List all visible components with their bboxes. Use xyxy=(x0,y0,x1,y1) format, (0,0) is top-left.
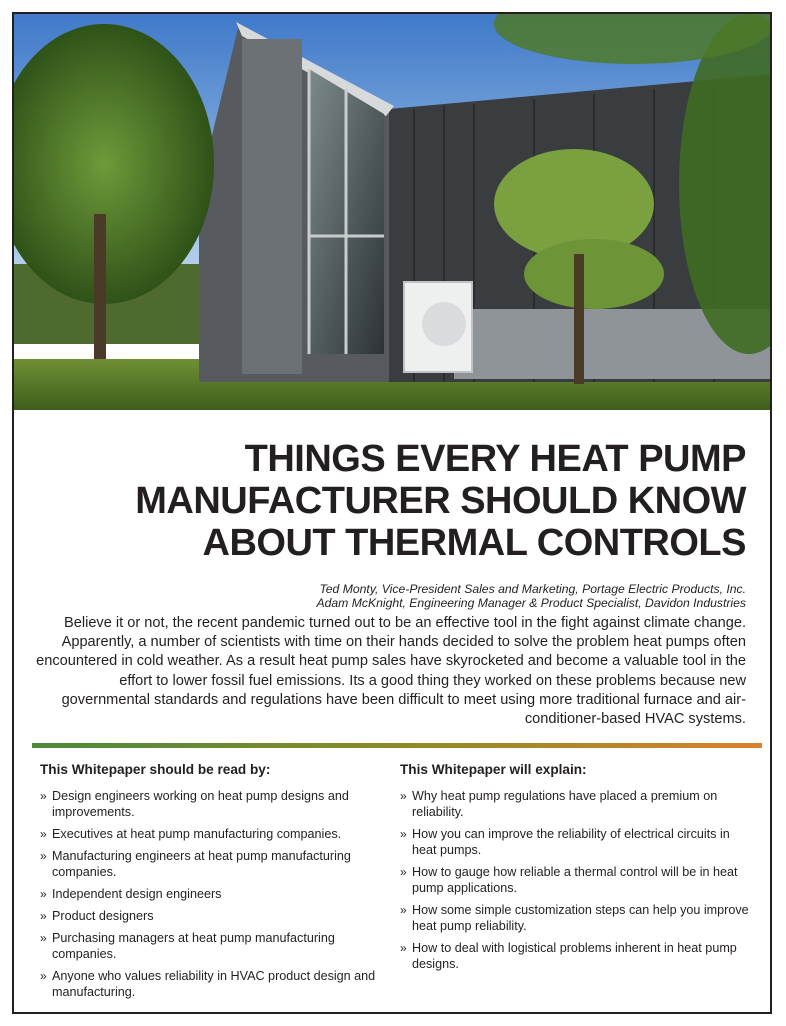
title-line: THINGS EVERY HEAT PUMP xyxy=(244,438,746,480)
gradient-divider xyxy=(32,743,762,748)
list-item: » Independent design engineers xyxy=(40,887,222,901)
author-line: Ted Monty, Vice-President Sales and Marketing, Portage Electric Products, Inc. xyxy=(319,582,746,596)
author-line: Adam McKnight, Engineering Manager & Product Specialist, Davidon Industries xyxy=(316,596,746,610)
bullet-marker: » xyxy=(400,903,407,917)
list-item: » How to deal with logistical problems inherent in heat pump designs. xyxy=(400,941,737,971)
list-item: » How to gauge how reliable a thermal control will be in heat pump applications. xyxy=(400,865,738,895)
list-item: » Purchasing managers at heat pump manufacturing companies. xyxy=(40,931,335,961)
bullet-marker: » xyxy=(400,941,407,955)
author-credits xyxy=(46,582,746,610)
bullet-marker: » xyxy=(400,865,407,879)
read-by-heading: This Whitepaper should be read by: xyxy=(40,762,271,777)
title-line: MANUFACTURER SHOULD KNOW xyxy=(135,480,746,522)
will-explain-heading: This Whitepaper will explain: xyxy=(400,762,587,777)
page-frame xyxy=(12,12,772,1014)
list-item: » Manufacturing engineers at heat pump manufacturing companies. xyxy=(40,849,351,879)
bullet-marker: » xyxy=(400,789,407,803)
page-title xyxy=(46,438,746,564)
will-explain-list xyxy=(400,788,750,972)
list-item: » Why heat pump regulations have placed a premium on reliability. xyxy=(400,789,718,819)
list-item: » Anyone who values reliability in HVAC product design and manufacturing. xyxy=(40,969,376,999)
read-by-column xyxy=(40,762,380,1006)
bullet-marker: » xyxy=(40,827,47,841)
bullet-marker: » xyxy=(40,887,47,901)
will-explain-column xyxy=(400,762,750,978)
bullet-marker: » xyxy=(400,827,407,841)
list-item: » How you can improve the reliability of electrical circuits in heat pumps. xyxy=(400,827,730,857)
list-item: » Product designers xyxy=(40,909,154,923)
hero-photo-house-with-heat-pump xyxy=(14,14,772,410)
list-item: » Executives at heat pump manufacturing companies. xyxy=(40,827,342,841)
bullet-marker: » xyxy=(40,789,47,803)
list-item: » Design engineers working on heat pump designs and improvements. xyxy=(40,789,349,819)
bullet-marker: » xyxy=(40,909,47,923)
title-line: ABOUT THERMAL CONTROLS xyxy=(202,522,746,564)
bullet-marker: » xyxy=(40,849,47,863)
intro-paragraph: Believe it or not, the recent pandemic turned out to be an effective tool in the fight against climate change. Apparently, a number of scientists with time on their hands decided to solve the problem heat pumps often encountered in cold weather. As a result heat pump sales have skyrocketed and become a valuable tool in the effort to lower fossil fuel emissions. Its a good thing they worked on these problems because new governmental standards and regulations have been difficult to meet using more traditional furnace and air-conditioner-based HVAC systems. xyxy=(36,615,746,728)
read-by-list xyxy=(40,788,380,1000)
list-item: » How some simple customization steps can help you improve heat pump reliability. xyxy=(400,903,749,933)
bullet-marker: » xyxy=(40,931,47,945)
bullet-marker: » xyxy=(40,969,47,983)
